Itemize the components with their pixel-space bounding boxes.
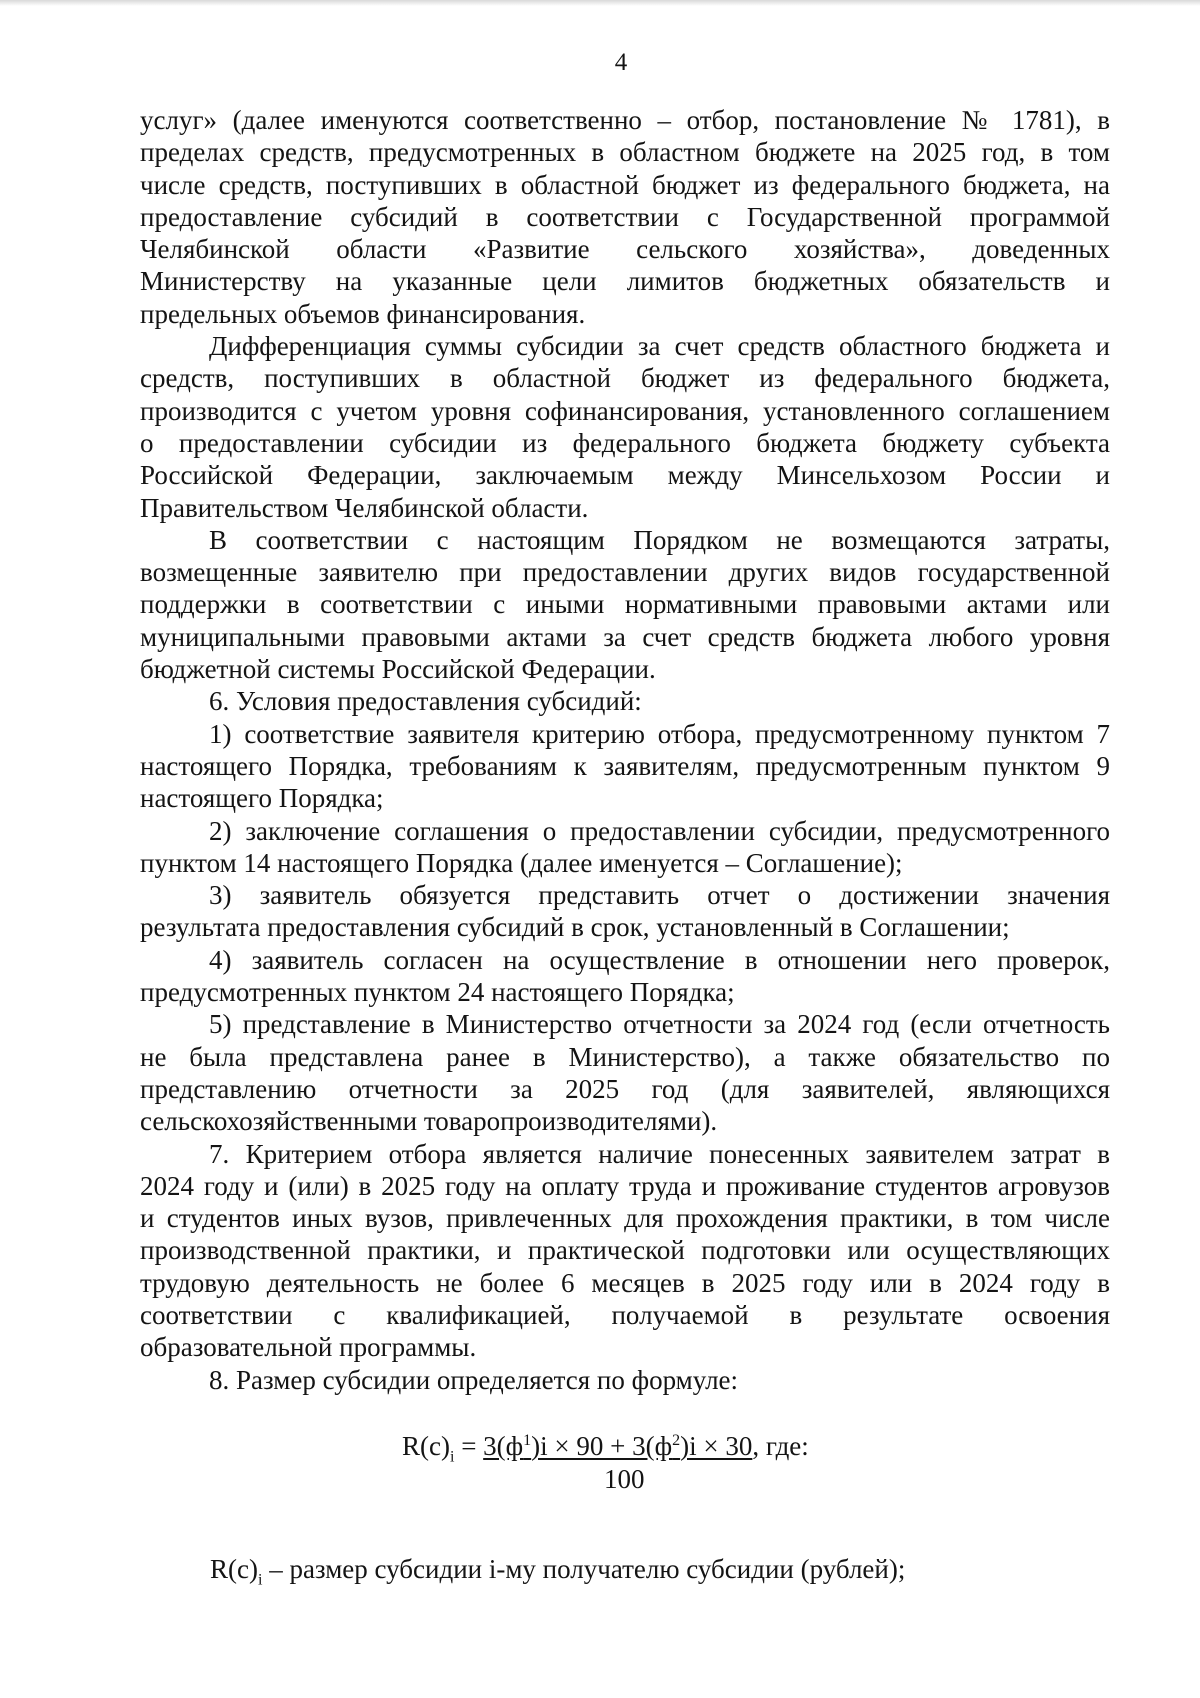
formula-suffix: , где: bbox=[752, 1431, 809, 1461]
definition-symbol: R(c) bbox=[210, 1554, 258, 1584]
text-line: Дифференциация суммы субсидии за счет средств областного бюджета и bbox=[209, 331, 1110, 362]
definition-subscript: i bbox=[257, 1571, 263, 1589]
text-line: образовательной программы. bbox=[140, 1332, 477, 1363]
list-item bbox=[140, 879, 1110, 944]
list-item bbox=[140, 718, 1110, 815]
formula-superscript: 1 bbox=[523, 1432, 532, 1449]
text-line: производственной практики, и практической подготовки или осуществляющих bbox=[140, 1235, 1110, 1266]
formula-numerator bbox=[483, 1431, 752, 1461]
text-line: результата предоставления субсидий в срок, установленный в Соглашении; bbox=[140, 912, 1010, 943]
text-line: 5) представление в Министерство отчетности за 2024 год (если отчетность bbox=[209, 1009, 1110, 1040]
section-8 bbox=[140, 1364, 1110, 1396]
text-line: соответствии с квалификацией, получаемой в результате освоения bbox=[140, 1299, 1110, 1330]
formula-denominator: 100 bbox=[604, 1464, 645, 1494]
text-line: предусмотренных пунктом 24 настоящего Порядка; bbox=[140, 977, 735, 1008]
list-item bbox=[140, 944, 1110, 1009]
text-line: 8. Размер субсидии определяется по формуле: bbox=[209, 1364, 739, 1395]
paragraph bbox=[140, 330, 1110, 524]
formula-lhs-subscript: i bbox=[449, 1448, 455, 1466]
text-line: Челябинской области «Развитие сельского хозяйства», доведенных bbox=[140, 234, 1110, 265]
formula-term: 3(ф bbox=[483, 1431, 524, 1461]
text-line: средств, поступивших в областной бюджет из федерального бюджета, bbox=[140, 363, 1110, 394]
section-heading-6 bbox=[140, 685, 1110, 717]
text-line: 6. Условия предоставления субсидий: bbox=[209, 686, 642, 717]
formula-definition bbox=[210, 1553, 906, 1589]
text-line: Правительством Челябинской области. bbox=[140, 492, 589, 523]
text-line: предельных объемов финансирования. bbox=[140, 298, 586, 329]
text-line: предоставление субсидий в соответствии с Государственной программой bbox=[140, 201, 1110, 232]
page-number: 4 bbox=[614, 49, 628, 76]
subsidy-formula bbox=[402, 1430, 809, 1466]
formula-term: )i × 90 + 3(ф bbox=[531, 1431, 673, 1461]
text-line: 1) соответствие заявителя критерию отбора, предусмотренному пунктом 7 bbox=[209, 718, 1110, 749]
section-7 bbox=[140, 1138, 1110, 1364]
text-line: услуг» (далее именуются соответственно – отбор, постановление № 1781), в bbox=[140, 105, 1110, 135]
definition-text: – размер субсидии i-му получателю субсидии (рублей); bbox=[262, 1554, 906, 1584]
list-item bbox=[140, 815, 1110, 880]
list-item bbox=[140, 1008, 1110, 1137]
text-line: Министерству на указанные цели лимитов бюджетных обязательств и bbox=[140, 266, 1110, 297]
paragraph bbox=[140, 104, 1110, 330]
formula-lhs: R(c) bbox=[402, 1431, 450, 1461]
formula-equals: = bbox=[454, 1431, 484, 1461]
text-line: числе средств, поступивших в областной бюджет из федерального бюджета, на bbox=[140, 169, 1110, 200]
text-line: не была представлена ранее в Министерство), а также обязательство по bbox=[140, 1041, 1110, 1072]
text-line: и студентов иных вузов, привлеченных для прохождения практики, в том числе bbox=[140, 1203, 1110, 1234]
formula-superscript: 2 bbox=[672, 1432, 681, 1449]
text-line: производится с учетом уровня софинансирования, установленного соглашением bbox=[140, 395, 1110, 426]
text-line: настоящего Порядка; bbox=[140, 783, 384, 814]
document-body bbox=[140, 104, 1110, 1396]
text-line: 4) заявитель согласен на осуществление в отношении него проверок, bbox=[209, 944, 1110, 975]
text-line: 3) заявитель обязуется представить отчет о достижении значения bbox=[209, 880, 1110, 911]
paragraph bbox=[140, 524, 1110, 685]
text-line: 7. Критерием отбора является наличие понесенных заявителем затрат в bbox=[209, 1138, 1110, 1169]
scan-top-edge bbox=[0, 0, 1200, 6]
text-line: В соответствии с настоящим Порядком не возмещаются затраты, bbox=[209, 524, 1110, 555]
formula-term: )i × 30 bbox=[680, 1431, 753, 1461]
text-line: Российской Федерации, заключаемым между Минсельхозом России и bbox=[140, 460, 1110, 491]
text-line: представлению отчетности за 2025 год (для заявителей, являющихся bbox=[140, 1073, 1110, 1104]
text-line: 2) заключение соглашения о предоставлении субсидии, предусмотренного bbox=[209, 815, 1110, 846]
text-line: бюджетной системы Российской Федерации. bbox=[140, 654, 656, 685]
text-line: настоящего Порядка, требованиям к заявителям, предусмотренным пунктом 9 bbox=[140, 750, 1110, 781]
text-line: трудовую деятельность не более 6 месяцев в 2025 году или в 2024 году в bbox=[140, 1267, 1110, 1298]
text-line: пунктом 14 настоящего Порядка (далее именуется – Соглашение); bbox=[140, 847, 903, 878]
text-line: пределах средств, предусмотренных в областном бюджете на 2025 год, в том bbox=[140, 137, 1110, 168]
text-line: муниципальными правовыми актами за счет средств бюджета любого уровня bbox=[140, 621, 1110, 652]
text-line: 2024 году и (или) в 2025 году на оплату труда и проживание студентов агровузов bbox=[140, 1170, 1110, 1201]
text-line: сельскохозяйственными товаропроизводителями). bbox=[140, 1106, 718, 1137]
text-line: возмещенные заявителю при предоставлении других видов государственной bbox=[140, 557, 1110, 588]
text-line: поддержки в соответствии с иными нормативными правовыми актами или bbox=[140, 589, 1110, 620]
text-line: о предоставлении субсидии из федерального бюджета бюджету субъекта bbox=[140, 427, 1110, 458]
